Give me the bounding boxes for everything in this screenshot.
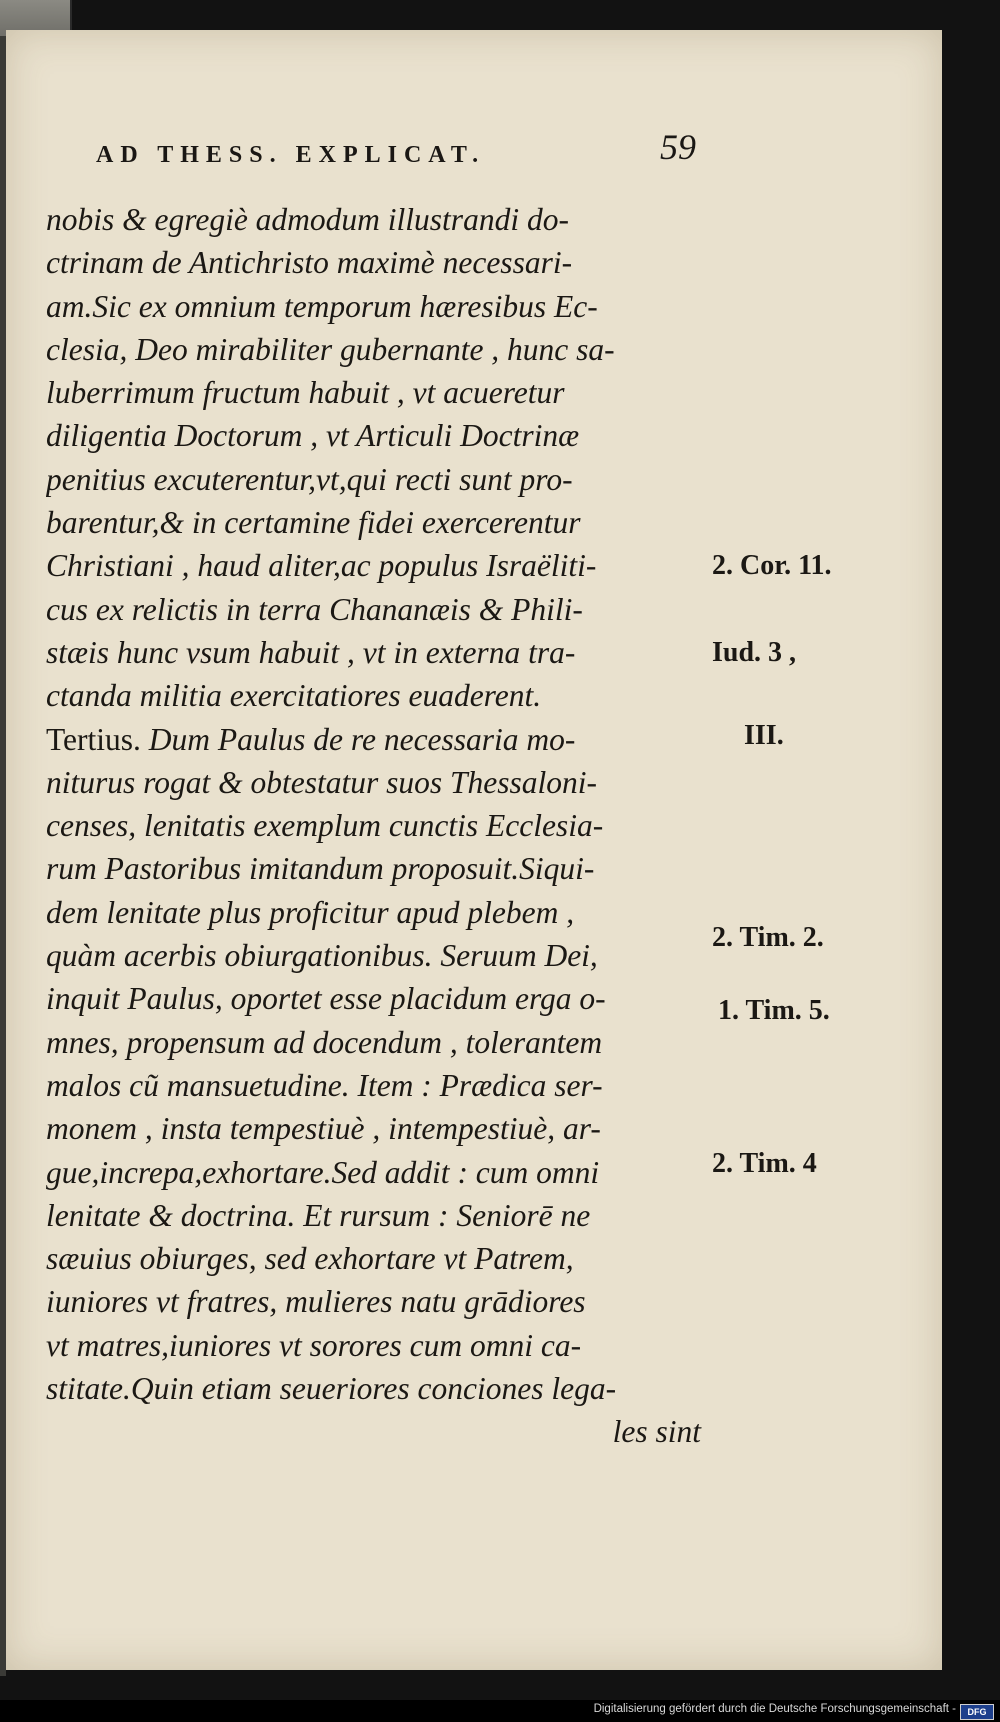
text-line: sæuius obiurges, sed exhortare vt Patrem,: [46, 1241, 574, 1277]
funding-credit: Digitalisierung gefördert durch die Deutsche Forschungsgemeinschaft -: [593, 1703, 956, 1715]
marginal-section-number: III.: [744, 720, 784, 751]
book-page: [6, 30, 942, 1670]
text-line: censes, lenitatis exemplum cunctis Ecclesia-: [46, 808, 604, 844]
text-line: mnes, propensum ad docendum , tolerantem: [46, 1024, 603, 1060]
footer-bar: [0, 1700, 1000, 1722]
dfg-logo: DFG: [960, 1704, 994, 1720]
text-line: rum Pastoribus imitandum proposuit.Siqui-: [46, 851, 595, 887]
text-line: lenitate & doctrina. Et rursum : Seniorē ne: [46, 1197, 591, 1233]
catchword-line: les sint: [612, 1414, 701, 1450]
text-line: ctrinam de Antichristo maximè necessari-: [46, 245, 573, 281]
body-text: [46, 198, 706, 1454]
text-line: gue,increpa,exhortare.Sed addit : cum omni: [46, 1154, 600, 1190]
text-line: Tertius. Dum Paulus de re necessaria mo-: [46, 721, 576, 757]
text-line: vt matres,iuniores vt sorores cum omni ca-: [46, 1327, 582, 1363]
text-line: Christiani , haud aliter,ac populus Israëliti-: [46, 548, 597, 584]
text-line: diligentia Doctorum , vt Articuli Doctrinæ: [46, 418, 580, 454]
text-line: stitate.Quin etiam seueriores conciones lega-: [46, 1371, 617, 1407]
text-line: quàm acerbis obiurgationibus. Seruum Dei,: [46, 938, 598, 974]
text-line: malos cũ mansuetudine. Item : Prædica ser-: [46, 1067, 603, 1103]
page-number: 59: [660, 127, 696, 167]
text-line: clesia, Deo mirabiliter gubernante , hunc sa-: [46, 331, 615, 367]
marginal-reference: Iud. 3 ,: [712, 637, 797, 668]
text-line: inquit Paulus, oportet esse placidum erga o-: [46, 981, 606, 1017]
text-line: am.Sic ex omnium temporum hæresibus Ec-: [46, 288, 598, 324]
section-lead-word: Tertius.: [46, 721, 141, 757]
text-line: niturus rogat & obtestatur suos Thessaloni-: [46, 764, 598, 800]
text-line: monem , insta tempestiuè , intempestiuè, ar-: [46, 1111, 601, 1147]
text-line: penitius excuterentur,vt,qui recti sunt pro-: [46, 461, 573, 497]
running-title: AD THESS. EXPLICAT.: [96, 142, 486, 168]
text-line: nobis & egregiè admodum illustrandi do-: [46, 202, 569, 237]
marginal-reference: 2. Tim. 4: [712, 1148, 817, 1179]
text-line: luberrimum fructum habuit , vt acueretur: [46, 375, 565, 411]
marginal-reference: 2. Cor. 11.: [712, 550, 832, 581]
text-line: dem lenitate plus proficitur apud plebem ,: [46, 894, 575, 930]
page-header: [96, 122, 696, 178]
marginal-reference: 2. Tim. 2.: [712, 922, 824, 953]
text-line: iuniores vt fratres, mulieres natu grādiores: [46, 1284, 586, 1320]
marginal-reference: 1. Tim. 5.: [718, 995, 830, 1026]
text-line: cus ex relictis in terra Chananæis & Phili-: [46, 591, 583, 627]
text-line: stæis hunc vsum habuit , vt in externa tra-: [46, 634, 576, 670]
text-line: ctanda militia exercitatiores euaderent.: [46, 678, 542, 714]
text-line: barentur,& in certamine fidei exercerentur: [46, 505, 581, 541]
